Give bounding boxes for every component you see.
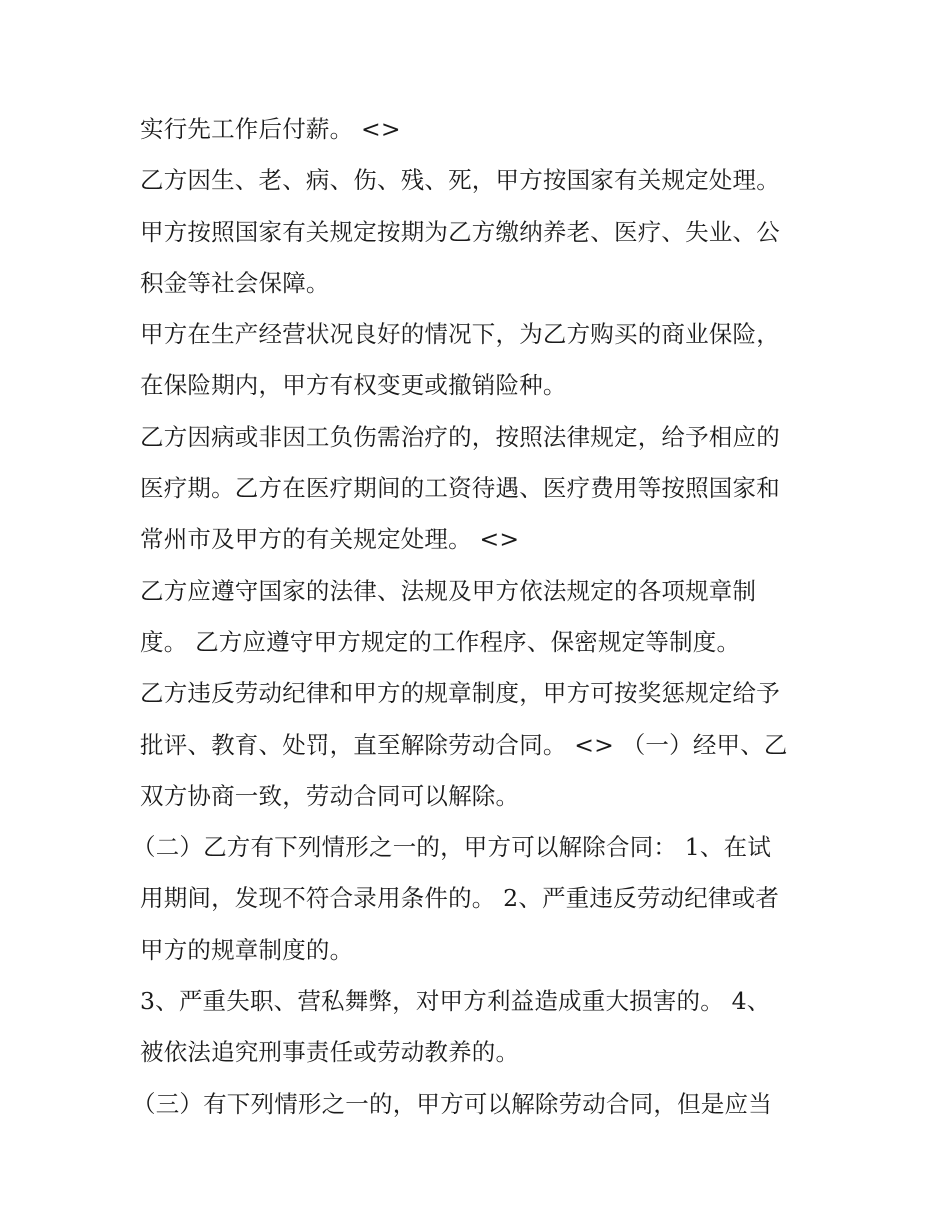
text-line-13: 批评、教育、处罚，直至解除劳动合同。 <> （一）经甲、乙	[140, 730, 788, 759]
text-line-19: 被依法追究刑事责任或劳动教养的。	[140, 1038, 520, 1067]
text-line-4: 积金等社会保障。	[140, 268, 330, 297]
text-line-18: 3、严重失职、营私舞弊，对甲方利益造成重大损害的。 4、	[140, 987, 771, 1016]
text-line-17: 甲方的规章制度的。	[140, 935, 354, 964]
text-line-15: （二）乙方有下列情形之一的，甲方可以解除合同： 1、在试	[132, 833, 772, 862]
text-line-10: 乙方应遵守国家的法律、法规及甲方依法规定的各项规章制	[140, 576, 757, 605]
text-line-9: 常州市及甲方的有关规定处理。 <>	[140, 525, 520, 554]
text-line-12: 乙方违反劳动纪律和甲方的规章制度，甲方可按奖惩规定给予	[140, 679, 780, 708]
text-line-3: 甲方按照国家有关规定按期为乙方缴纳养老、医疗、失业、公	[140, 217, 780, 246]
text-line-8: 医疗期。乙方在医疗期间的工资待遇、医疗费用等按照国家和	[140, 474, 780, 503]
text-line-1: 实行先工作后付薪。 <>	[140, 115, 401, 143]
text-line-16: 用期间，发现不符合录用条件的。 2、严重违反劳动纪律或者	[140, 884, 780, 913]
document-body	[132, 104, 830, 1130]
text-line-7: 乙方因病或非因工负伤需治疗的，按照法律规定，给予相应的	[140, 422, 780, 451]
text-line-5: 甲方在生产经营状况良好的情况下，为乙方购买的商业保险，	[140, 320, 780, 349]
text-line-6: 在保险期内，甲方有权变更或撤销险种。	[140, 371, 567, 400]
text-line-2: 乙方因生、老、病、伤、残、死，甲方按国家有关规定处理。	[140, 166, 780, 195]
text-line-14: 双方协商一致，劳动合同可以解除。	[140, 781, 520, 810]
text-line-11: 度。 乙方应遵守甲方规定的工作程序、保密规定等制度。	[140, 627, 741, 656]
text-line-20: （三）有下列情形之一的，甲方可以解除劳动合同，但是应当	[132, 1089, 772, 1118]
